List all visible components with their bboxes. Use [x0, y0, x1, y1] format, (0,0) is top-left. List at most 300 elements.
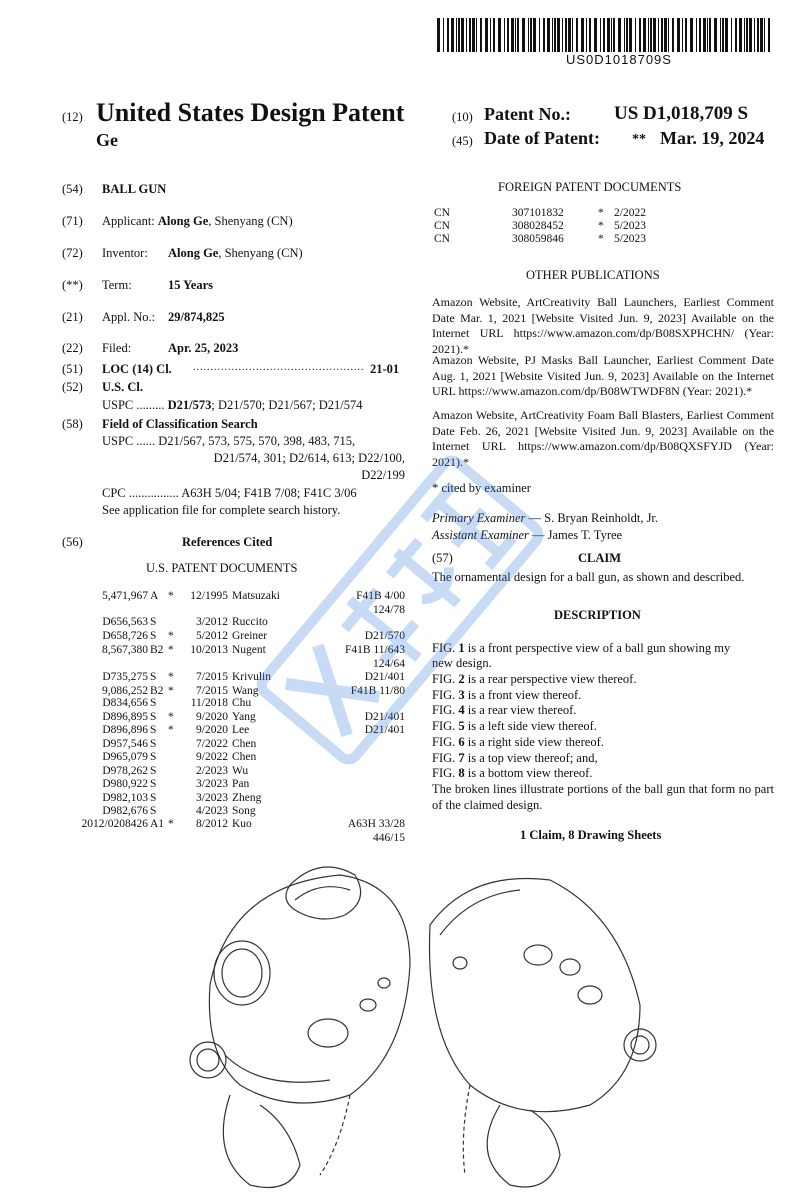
barcode-bar: [600, 18, 601, 52]
reference-cited-marker: *: [168, 590, 174, 602]
loc-value: 21-01: [370, 362, 400, 376]
fig-text: is a right side view thereof.: [464, 735, 604, 749]
barcode-bar: [720, 18, 721, 52]
reference-row: [0, 738, 405, 752]
reference-class: D21/401: [364, 724, 405, 736]
term-value: 15 Years: [168, 278, 214, 292]
barcode-bar: [682, 18, 683, 52]
barcode-bar: [522, 18, 525, 52]
reference-class: F41B 4/00: [356, 590, 405, 602]
filed-value: Apr. 25, 2023: [168, 341, 239, 355]
reference-number: D982,676: [102, 805, 148, 817]
reference-kind: S: [150, 778, 157, 790]
barcode-bar: [677, 18, 680, 52]
figure-description: [432, 766, 592, 781]
reference-inventor: Yang: [232, 711, 256, 723]
foreign-heading: FOREIGN PATENT DOCUMENTS: [498, 180, 682, 194]
reference-kind: S: [150, 724, 157, 736]
primary-examiner: [432, 511, 658, 526]
foreign-country: CN: [434, 207, 450, 219]
barcode-bar: [552, 18, 553, 52]
reference-row: [0, 711, 405, 725]
foreign-reference-row: [0, 207, 800, 220]
reference-date: 7/2022: [196, 738, 228, 750]
barcode-bar: [658, 18, 659, 52]
reference-number: D735,275: [102, 671, 148, 683]
reference-number: D896,896: [102, 724, 148, 736]
date-code: (45): [452, 134, 473, 148]
reference-inventor: Wang: [232, 685, 259, 697]
barcode-bar: [528, 18, 529, 52]
barcode-bar: [530, 18, 532, 52]
primary-examiner-label: Primary Examiner: [432, 511, 526, 525]
barcode-bar: [515, 18, 516, 52]
ball-gun-drawing: [170, 855, 690, 1195]
barcode-bar: [581, 18, 584, 52]
figure-description: [432, 719, 597, 734]
barcode-bar: [443, 18, 444, 52]
inventor-surname: Ge: [96, 130, 118, 150]
reference-number: 2012/0208426: [81, 818, 148, 830]
term-label: Term:: [102, 278, 132, 292]
field-56-code: (56): [62, 535, 83, 549]
barcode-bar: [539, 18, 540, 52]
barcode-bar: [511, 18, 514, 52]
inventor-label: Inventor:: [102, 246, 148, 260]
reference-inventor: Chen: [232, 738, 257, 750]
reference-row: [0, 644, 405, 658]
barcode-bar: [547, 18, 550, 52]
reference-kind: S: [150, 711, 157, 723]
reference-date: 12/1995: [190, 590, 228, 602]
reference-number: D982,103: [102, 792, 148, 804]
reference-inventor: Matsuzaki: [232, 590, 280, 602]
description-heading: DESCRIPTION: [554, 608, 641, 622]
inventor-row: [168, 246, 303, 261]
barcode-bar: [466, 18, 467, 52]
appl-no-label: Appl. No.:: [102, 310, 156, 324]
reference-row: [0, 792, 405, 806]
barcode-bar: [543, 18, 545, 52]
foreign-date: 5/2023: [614, 220, 646, 232]
secondary-classes: ; D21/570; D21/567; D21/574: [211, 398, 363, 412]
reference-number: 8,567,380: [102, 644, 148, 656]
loc-label: LOC (14) Cl.: [102, 362, 172, 376]
fig-prefix: FIG.: [432, 672, 459, 686]
barcode-bar: [490, 18, 491, 52]
barcode-bar: [589, 18, 591, 52]
barcode-bar: [493, 18, 495, 52]
barcode-bar: [461, 18, 464, 52]
reference-kind: S: [150, 792, 157, 804]
reference-date: 7/2015: [196, 671, 228, 683]
cited-by-examiner-note: * cited by examiner: [432, 481, 531, 495]
reference-number: D896,895: [102, 711, 148, 723]
barcode-bar: [565, 18, 567, 52]
reference-class-continued: 124/64: [373, 658, 405, 670]
reference-class: D21/401: [364, 671, 405, 683]
barcode-bar: [639, 18, 641, 52]
barcode-bar: [498, 18, 501, 52]
barcode: [437, 18, 773, 52]
other-publications-heading: OTHER PUBLICATIONS: [526, 268, 660, 282]
reference-row: [0, 590, 405, 604]
barcode-bar: [699, 18, 701, 52]
reference-kind: A: [150, 590, 159, 602]
reference-inventor: Lee: [232, 724, 250, 736]
foreign-cited-marker: *: [598, 207, 604, 219]
reference-cited-marker: *: [168, 724, 174, 736]
reference-cited-marker: *: [168, 671, 174, 683]
field-term-code: (**): [62, 278, 83, 292]
barcode-bar: [629, 18, 632, 52]
fig-number: 3: [458, 688, 465, 702]
fig-text: is a rear view thereof.: [464, 703, 577, 717]
reference-inventor: Nugent: [232, 644, 266, 656]
primary-class: D21/573: [167, 398, 212, 412]
field-22-code: (22): [62, 341, 83, 355]
reference-cited-marker: *: [168, 630, 174, 642]
claim-text: The ornamental design for a ball gun, as shown and described.: [432, 570, 745, 584]
reference-class: D21/570: [364, 630, 405, 642]
fig-number: 1: [458, 641, 465, 655]
barcode-bar: [554, 18, 556, 52]
reference-date: 9/2020: [196, 711, 228, 723]
claims-summary: 1 Claim, 8 Drawing Sheets: [520, 828, 662, 842]
barcode-bar: [504, 18, 505, 52]
cpc-dots: ................: [128, 486, 179, 500]
barcode-bar: [707, 18, 708, 52]
us-cl-row: [102, 398, 362, 413]
reference-cited-marker: *: [168, 818, 174, 830]
document-number: US0D1018709S: [566, 52, 672, 67]
assistant-examiner-label: Assistant Examiner: [432, 528, 529, 542]
fig-text: new design.: [432, 656, 492, 670]
primary-examiner-name: — S. Bryan Reinholdt, Jr.: [525, 511, 659, 525]
reference-kind: S: [150, 805, 157, 817]
reference-cited-marker: *: [168, 644, 174, 656]
barcode-bar: [685, 18, 687, 52]
reference-kind: B2: [150, 644, 164, 656]
us-patent-documents-heading: U.S. PATENT DOCUMENTS: [146, 561, 298, 575]
foreign-number: 308059846: [512, 233, 564, 245]
barcode-bar: [451, 18, 454, 52]
fig-text: is a bottom view thereof.: [464, 766, 593, 780]
field-54-code: (54): [62, 182, 83, 196]
reference-kind: S: [150, 671, 157, 683]
reference-kind: S: [150, 751, 157, 763]
barcode-bar: [746, 18, 748, 52]
see-application-note: See application file for complete search history.: [102, 503, 341, 517]
barcode-bar: [507, 18, 509, 52]
search-uspc-row: [102, 434, 355, 449]
figure-description: [432, 656, 492, 671]
field-51-code: (51): [62, 362, 83, 376]
barcode-bar: [458, 18, 460, 52]
patent-number: US D1,018,709 S: [614, 103, 749, 124]
reference-row: [0, 697, 405, 711]
reference-inventor: Zheng: [232, 792, 262, 804]
publication-item: Amazon Website, ArtCreativity Ball Launchers, Earliest Comment Date Mar. 1, 2021 [Website Visited Jun. 9, 2023] Available on the Internet URL https://www.amazon.com/dp/B08SXPHCHN/ (Year: 2021).*: [432, 295, 774, 356]
barcode-bar: [437, 18, 440, 52]
barcode-bar: [469, 18, 471, 52]
fig-prefix: FIG.: [432, 751, 459, 765]
barcode-bar: [568, 18, 571, 52]
fig-text: is a rear perspective view thereof.: [464, 672, 637, 686]
inventor-location: , Shenyang (CN): [218, 246, 303, 260]
reference-inventor: Ruccito: [232, 616, 268, 628]
reference-kind: S: [150, 616, 157, 628]
barcode-bar: [447, 18, 449, 52]
reference-row: [0, 778, 405, 792]
barcode-bar: [643, 18, 646, 52]
barcode-bar: [562, 18, 563, 52]
barcode-bar: [739, 18, 742, 52]
search-uspc-line-3: D22/199: [361, 468, 405, 482]
reference-date: 3/2012: [196, 616, 228, 628]
barcode-bar: [653, 18, 656, 52]
foreign-date: 2/2022: [614, 207, 646, 219]
barcode-bar: [661, 18, 663, 52]
barcode-bar: [611, 18, 612, 52]
foreign-cited-marker: *: [598, 220, 604, 232]
fig-prefix: FIG.: [432, 766, 459, 780]
field-52-code: (52): [62, 380, 83, 394]
reference-class: F41B 11/643: [345, 644, 405, 656]
uspc-dots: .........: [136, 398, 165, 412]
reference-date: 3/2023: [196, 778, 228, 790]
search-uspc-dots: ......: [136, 434, 156, 448]
foreign-cited-marker: *: [598, 233, 604, 245]
barcode-bar: [618, 18, 621, 52]
uspc-label: USPC: [102, 398, 134, 412]
reference-row: [0, 818, 405, 832]
reference-number: D957,546: [102, 738, 148, 750]
figure-description: [432, 641, 730, 656]
barcode-bar: [594, 18, 597, 52]
barcode-bar: [624, 18, 625, 52]
barcode-bar: [572, 18, 573, 52]
foreign-country: CN: [434, 220, 450, 232]
fig-prefix: FIG.: [432, 719, 459, 733]
reference-row: [0, 751, 405, 765]
barcode-bar: [586, 18, 587, 52]
barcode-bar: [533, 18, 536, 52]
reference-number: 5,471,967: [102, 590, 148, 602]
fig-prefix: FIG.: [432, 641, 459, 655]
claim-heading: CLAIM: [578, 551, 622, 565]
reference-row: [0, 724, 405, 738]
inventor-name: Along Ge: [168, 246, 219, 260]
reference-inventor: Greiner: [232, 630, 268, 642]
barcode-bar: [668, 18, 669, 52]
barcode-bar: [613, 18, 615, 52]
cpc-label: CPC: [102, 486, 126, 500]
reference-kind: S: [150, 630, 157, 642]
assistant-examiner: [432, 528, 622, 543]
reference-date: 8/2012: [196, 818, 228, 830]
patent-no-code: (10): [452, 110, 473, 124]
foreign-reference-row: [0, 233, 800, 246]
field-21-code: (21): [62, 310, 83, 324]
reference-class: F41B 11/80: [350, 685, 405, 697]
figure-description: [432, 688, 581, 703]
barcode-bar: [576, 18, 578, 52]
barcode-bar: [517, 18, 519, 52]
foreign-number: 307101832: [512, 207, 564, 219]
foreign-number: 308028452: [512, 220, 564, 232]
references-heading: References Cited: [182, 535, 273, 549]
field-72-code: (72): [62, 246, 83, 260]
reference-number: D656,563: [102, 616, 148, 628]
reference-inventor: Song: [232, 805, 256, 817]
reference-number: D980,922: [102, 778, 148, 790]
barcode-bar: [664, 18, 667, 52]
patent-no-label: Patent No.:: [484, 104, 571, 124]
barcode-bar: [476, 18, 477, 52]
search-uspc-line-1: D21/567, 573, 575, 570, 398, 483, 715,: [158, 434, 356, 448]
reference-inventor: Krivulin: [232, 671, 271, 683]
barcode-bar: [456, 18, 457, 52]
reference-row: [0, 805, 405, 819]
reference-number: D978,262: [102, 765, 148, 777]
reference-date: 11/2018: [190, 697, 228, 709]
fig-text: is a front perspective view of a ball gun showing my: [464, 641, 731, 655]
foreign-reference-row: [0, 220, 800, 233]
barcode-bar: [672, 18, 674, 52]
reference-inventor: Chu: [232, 697, 252, 709]
reference-class-continued: 446/15: [373, 832, 405, 844]
reference-number: D658,726: [102, 630, 148, 642]
publication-item: Amazon Website, PJ Masks Ball Launcher, Earliest Comment Date Aug. 1, 2021 [Website Visited Jun. 9, 2023] Available on the Internet URL https://www.amazon.com/dp/B08WTWDF8N (Year: 2021).*: [432, 353, 774, 398]
cpc-value: A63H 5/04; F41B 7/08; F41C 3/06: [181, 486, 357, 500]
reference-kind: B2: [150, 685, 164, 697]
barcode-bar: [735, 18, 737, 52]
reference-class: A63H 33/28: [347, 818, 405, 830]
barcode-bar: [607, 18, 610, 52]
field-71-code: (71): [62, 214, 83, 228]
barcode-bar: [635, 18, 636, 52]
fig-number: 5: [458, 719, 465, 733]
reference-row: [0, 671, 405, 685]
filed-label: Filed:: [102, 341, 132, 355]
reference-kind: S: [150, 697, 157, 709]
barcode-bar: [485, 18, 488, 52]
front-perspective-figure: [190, 867, 410, 1188]
figure-description: [432, 735, 604, 750]
barcode-bar: [603, 18, 605, 52]
reference-cited-marker: *: [168, 685, 174, 697]
loc-dots: .................................................: [193, 362, 365, 373]
assistant-examiner-name: — James T. Tyree: [528, 528, 623, 542]
barcode-bar: [690, 18, 693, 52]
field-search-label: Field of Classification Search: [102, 417, 258, 431]
type-code: (12): [62, 110, 83, 124]
barcode-bar: [472, 18, 475, 52]
fig-number: 4: [458, 703, 465, 717]
reference-date: 9/2022: [196, 751, 228, 763]
field-57-code: (57): [432, 551, 453, 565]
applicant-name: Along Ge: [157, 214, 209, 228]
figure-description: [432, 672, 636, 687]
barcode-bar: [650, 18, 652, 52]
date-stars: **: [632, 132, 646, 147]
applicant-label: Applicant:: [102, 214, 155, 228]
search-uspc-label: USPC: [102, 434, 134, 448]
reference-number: 9,086,252: [102, 685, 148, 697]
barcode-bar: [626, 18, 628, 52]
fig-text: is a top view thereof; and,: [464, 751, 598, 765]
barcode-bar: [757, 18, 759, 52]
reference-class-continued: 124/78: [373, 604, 405, 616]
fig-number: 7: [458, 751, 465, 765]
reference-number: D834,656: [102, 697, 148, 709]
reference-date: 3/2023: [196, 792, 228, 804]
patent-title: United States Design Patent: [96, 98, 405, 127]
reference-date: 2/2023: [196, 765, 228, 777]
barcode-bar: [725, 18, 728, 52]
patent-date: Mar. 19, 2024: [660, 128, 765, 148]
barcode-bar: [696, 18, 697, 52]
fig-number: 6: [458, 735, 465, 749]
applicant-location: , Shenyang (CN): [208, 214, 293, 228]
barcode-bar: [749, 18, 752, 52]
barcode-bar: [703, 18, 706, 52]
reference-date: 7/2015: [196, 685, 228, 697]
reference-cited-marker: *: [168, 711, 174, 723]
figure-description: [432, 703, 576, 718]
figure-description: [432, 751, 598, 766]
broken-lines-note: The broken lines illustrate portions of the ball gun that form no part of the claimed design.: [432, 782, 774, 812]
foreign-country: CN: [434, 233, 450, 245]
fig-prefix: FIG.: [432, 703, 459, 717]
search-uspc-line-2: D21/574, 301; D2/614, 613; D22/100,: [213, 451, 405, 465]
field-58-code: (58): [62, 417, 83, 431]
barcode-bar: [722, 18, 724, 52]
barcode-bar: [764, 18, 765, 52]
fig-text: is a left side view thereof.: [464, 719, 597, 733]
fig-prefix: FIG.: [432, 735, 459, 749]
barcode-bar: [709, 18, 711, 52]
reference-inventor: Kuo: [232, 818, 252, 830]
reference-date: 9/2020: [196, 724, 228, 736]
reference-date: 10/2013: [190, 644, 228, 656]
barcode-bar: [480, 18, 482, 52]
barcode-bar: [744, 18, 745, 52]
barcode-bar: [714, 18, 717, 52]
barcode-bar: [557, 18, 560, 52]
reference-row: [0, 616, 405, 630]
reference-inventor: Pan: [232, 778, 250, 790]
reference-inventor: Chen: [232, 751, 257, 763]
date-label: Date of Patent:: [484, 128, 600, 148]
barcode-bar: [648, 18, 649, 52]
reference-date: 4/2023: [196, 805, 228, 817]
fig-number: 8: [458, 766, 465, 780]
reference-inventor: Wu: [232, 765, 249, 777]
appl-no-value: 29/874,825: [168, 310, 225, 324]
design-title: BALL GUN: [102, 182, 167, 196]
rear-perspective-figure: [430, 878, 657, 1187]
reference-kind: S: [150, 765, 157, 777]
cpc-row: [102, 486, 357, 501]
fig-prefix: FIG.: [432, 688, 459, 702]
barcode-bar: [731, 18, 732, 52]
reference-kind: A1: [150, 818, 165, 830]
us-cl-label: U.S. Cl.: [102, 380, 143, 394]
reference-date: 5/2012: [196, 630, 228, 642]
foreign-date: 5/2023: [614, 233, 646, 245]
